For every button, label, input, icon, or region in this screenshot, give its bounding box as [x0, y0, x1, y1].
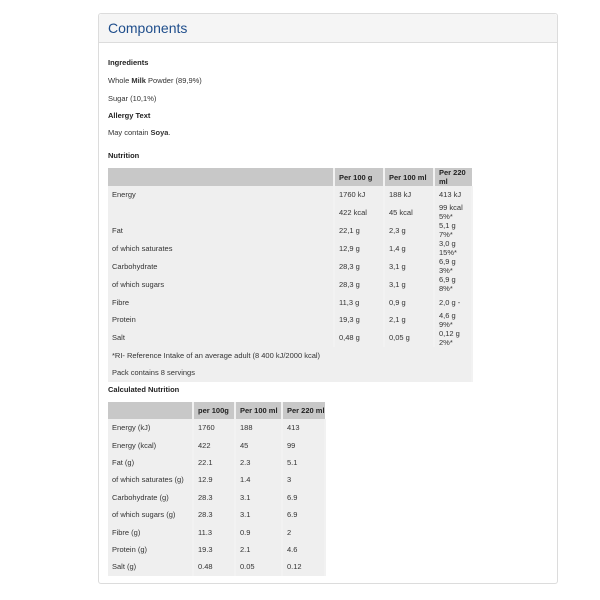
calculated-cell: 2: [282, 523, 325, 540]
nutrition-cell: 422 kcal: [334, 203, 384, 221]
nutrition-cell: 99 kcal 5%*: [434, 203, 472, 221]
calculated-cell: 422: [193, 436, 235, 453]
nutrition-cell: 3,1 g: [384, 257, 434, 275]
calculated-col-header: Per 100 ml: [235, 402, 282, 419]
calculated-cell: 45: [235, 436, 282, 453]
table-row: [108, 311, 472, 329]
calculated-header-row: [108, 402, 325, 419]
nutrition-cell: of which sugars: [108, 275, 334, 293]
components-panel: [98, 13, 558, 584]
allergy-soya-bold: Soya: [150, 128, 169, 137]
calculated-cell: 3.1: [235, 489, 282, 506]
table-row: [108, 239, 472, 257]
calculated-nutrition-table: [108, 402, 326, 576]
nutrition-col-header: Per 100 ml: [384, 168, 434, 186]
nutrition-cell: 413 kJ: [434, 186, 472, 203]
table-row: [108, 419, 325, 436]
panel-header: [99, 14, 557, 43]
ingredient-milk-powder: [108, 76, 202, 85]
nutrition-cell: 6,9 g 3%*: [434, 257, 472, 275]
calculated-cell: 99: [282, 436, 325, 453]
calculated-nutrition-heading: Calculated Nutrition: [108, 385, 180, 394]
nutrition-cell: Fibre: [108, 293, 334, 310]
ingredient-sugar: Sugar (10,1%): [108, 94, 157, 103]
calculated-cell: 2.1: [235, 541, 282, 558]
nutrition-col-header: Per 100 g: [334, 168, 384, 186]
table-row: [108, 329, 472, 347]
table-row: [108, 293, 472, 310]
table-row: [108, 257, 472, 275]
calculated-cell: Protein (g): [108, 541, 193, 558]
allergy-heading: Allergy Text: [108, 111, 151, 120]
calculated-cell: 4.6: [282, 541, 325, 558]
calculated-cell: of which sugars (g): [108, 506, 193, 523]
calculated-cell: 28.3: [193, 489, 235, 506]
nutrition-cell: 1,4 g: [384, 239, 434, 257]
nutrition-cell: 2,1 g: [384, 311, 434, 329]
calculated-cell: 0.48: [193, 558, 235, 575]
table-row: [108, 541, 325, 558]
calculated-cell: Energy (kJ): [108, 419, 193, 436]
nutrition-cell: 2,0 g -: [434, 293, 472, 310]
nutrition-header-row: [108, 168, 472, 186]
table-row: [108, 186, 472, 203]
calculated-cell: 0.12: [282, 558, 325, 575]
nutrition-cell: 0,48 g: [334, 329, 384, 347]
nutrition-cell: 2,3 g: [384, 221, 434, 239]
table-row: [108, 471, 325, 488]
calculated-cell: 188: [235, 419, 282, 436]
calculated-cell: 12.9: [193, 471, 235, 488]
nutrition-table: [108, 168, 473, 382]
nutrition-cell: [108, 203, 334, 221]
allergy-suffix: .: [168, 128, 171, 137]
nutrition-cell: 28,3 g: [334, 275, 384, 293]
calculated-cell: 1.4: [235, 471, 282, 488]
nutrition-col-header: [108, 168, 334, 186]
nutrition-cell: 4,6 g 9%*: [434, 311, 472, 329]
calculated-cell: 5.1: [282, 454, 325, 471]
calculated-cell: Carbohydrate (g): [108, 489, 193, 506]
calculated-cell: 1760: [193, 419, 235, 436]
nutrition-footnote: *RI- Reference Intake of an average adult (8 400 kJ/2000 kcal): [108, 347, 472, 364]
calculated-col-header: per 100g: [193, 402, 235, 419]
table-row: [108, 436, 325, 453]
nutrition-cell: 0,9 g: [384, 293, 434, 310]
table-row: [108, 506, 325, 523]
nutrition-cell: 6,9 g 8%*: [434, 275, 472, 293]
table-row: [108, 558, 325, 575]
nutrition-cell: 5,1 g 7%*: [434, 221, 472, 239]
table-row: [108, 364, 472, 381]
calculated-col-header: Per 220 ml: [282, 402, 325, 419]
nutrition-heading: Nutrition: [108, 151, 140, 160]
nutrition-cell: Salt: [108, 329, 334, 347]
panel-title: Components: [108, 20, 188, 36]
nutrition-col-header: Per 220 ml: [434, 168, 472, 186]
calculated-cell: Salt (g): [108, 558, 193, 575]
ingredient-milk-bold: Milk: [131, 76, 146, 85]
calculated-cell: Energy (kcal): [108, 436, 193, 453]
nutrition-cell: 22,1 g: [334, 221, 384, 239]
nutrition-cell: Carbohydrate: [108, 257, 334, 275]
nutrition-cell: Fat: [108, 221, 334, 239]
nutrition-cell: Energy: [108, 186, 334, 203]
calculated-cell: 19.3: [193, 541, 235, 558]
nutrition-cell: 0,12 g 2%*: [434, 329, 472, 347]
nutrition-cell: 28,3 g: [334, 257, 384, 275]
nutrition-cell: 12,9 g: [334, 239, 384, 257]
calculated-cell: 3: [282, 471, 325, 488]
nutrition-cell: 0,05 g: [384, 329, 434, 347]
table-row: [108, 347, 472, 364]
nutrition-cell: 19,3 g: [334, 311, 384, 329]
nutrition-cell: Protein: [108, 311, 334, 329]
calculated-cell: Fibre (g): [108, 523, 193, 540]
calculated-cell: 6.9: [282, 489, 325, 506]
calculated-cell: 3.1: [235, 506, 282, 523]
calculated-cell: of which saturates (g): [108, 471, 193, 488]
calculated-cell: 11.3: [193, 523, 235, 540]
table-row: [108, 275, 472, 293]
calculated-cell: 6.9: [282, 506, 325, 523]
nutrition-cell: 3,0 g 15%*: [434, 239, 472, 257]
nutrition-cell: 45 kcal: [384, 203, 434, 221]
calculated-cell: 28.3: [193, 506, 235, 523]
nutrition-cell: 3,1 g: [384, 275, 434, 293]
ingredients-heading: Ingredients: [108, 58, 149, 67]
table-row: [108, 489, 325, 506]
nutrition-cell: 11,3 g: [334, 293, 384, 310]
nutrition-cell: 1760 kJ: [334, 186, 384, 203]
table-row: [108, 221, 472, 239]
allergy-prefix: May contain: [108, 128, 151, 137]
table-row: [108, 203, 472, 221]
ingredient-suffix: Powder (89,9%): [145, 76, 202, 85]
calculated-cell: 2.3: [235, 454, 282, 471]
calculated-cell: 0.9: [235, 523, 282, 540]
table-row: [108, 523, 325, 540]
calculated-cell: Fat (g): [108, 454, 193, 471]
table-row: [108, 454, 325, 471]
calculated-col-header: [108, 402, 193, 419]
calculated-cell: 22.1: [193, 454, 235, 471]
calculated-cell: 413: [282, 419, 325, 436]
nutrition-cell: of which saturates: [108, 239, 334, 257]
allergy-text: [108, 128, 171, 137]
nutrition-cell: 188 kJ: [384, 186, 434, 203]
calculated-cell: 0.05: [235, 558, 282, 575]
servings-note: Pack contains 8 servings: [108, 364, 472, 381]
ingredient-prefix: Whole: [108, 76, 132, 85]
